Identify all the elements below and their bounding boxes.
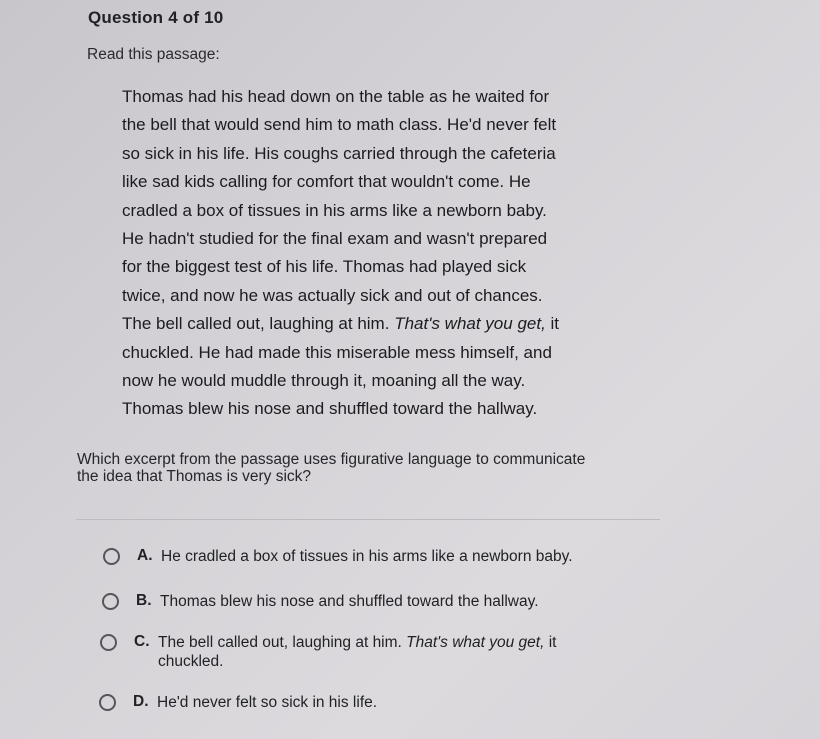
radio-button[interactable] (103, 548, 120, 565)
passage-line: chuckled. He had made this miserable mess himself, and (122, 342, 552, 362)
question-line: the idea that Thomas is very sick? (77, 468, 312, 485)
passage-instructions: Read this passage: (87, 46, 220, 63)
option-text-line: chuckled. (158, 653, 224, 670)
passage-line: twice, and now he was actually sick and out of chances. (122, 285, 543, 305)
option-letter: A. (137, 547, 153, 564)
passage-line: the bell that would send him to math class. He'd never felt (122, 115, 557, 135)
option-text-part: it (548, 634, 557, 651)
radio-button[interactable] (100, 634, 117, 651)
answer-option-a[interactable] (103, 547, 573, 566)
radio-button[interactable] (99, 694, 116, 711)
question-counter: Question 4 of 10 (88, 8, 224, 27)
passage-text: The bell called out, laughing at him. (122, 314, 390, 334)
answer-option-b[interactable] (102, 592, 539, 611)
question-prompt (77, 451, 657, 485)
option-letter: C. (134, 633, 150, 650)
passage-italic-text: That's what you get, (394, 314, 546, 334)
passage-line: cradled a box of tissues in his arms like a newborn baby. (122, 200, 547, 220)
question-line: Which excerpt from the passage uses figurative language to communicate (77, 451, 586, 468)
option-text: Thomas blew his nose and shuffled toward the hallway. (160, 593, 539, 610)
passage-line: so sick in his life. His coughs carried through the cafeteria (122, 143, 556, 163)
option-text (158, 633, 556, 671)
option-italic-text: That's what you get, (406, 634, 545, 651)
passage-text: it (550, 314, 560, 334)
radio-button[interactable] (102, 593, 119, 610)
passage-line: Thomas blew his nose and shuffled toward the hallway. (122, 399, 538, 419)
passage-line: for the biggest test of his life. Thomas had played sick (122, 257, 527, 277)
passage-line: He hadn't studied for the final exam and wasn't prepared (122, 229, 548, 249)
option-text: He'd never felt so sick in his life. (157, 694, 378, 711)
passage-line (122, 310, 622, 338)
option-text: He cradled a box of tissues in his arms like a newborn baby. (161, 548, 573, 565)
reading-passage (122, 83, 622, 424)
answer-option-d[interactable] (99, 693, 377, 712)
option-letter: D. (133, 693, 149, 710)
divider (76, 519, 660, 520)
passage-line: Thomas had his head down on the table as he waited for (122, 87, 550, 106)
answer-option-c[interactable] (100, 633, 556, 671)
option-text-part: The bell called out, laughing at him. (158, 634, 402, 651)
option-letter: B. (136, 592, 152, 609)
option-text-line (158, 633, 556, 652)
passage-line: now he would muddle through it, moaning all the way. (122, 371, 526, 391)
passage-line: like sad kids calling for comfort that wouldn't come. He (122, 172, 531, 192)
